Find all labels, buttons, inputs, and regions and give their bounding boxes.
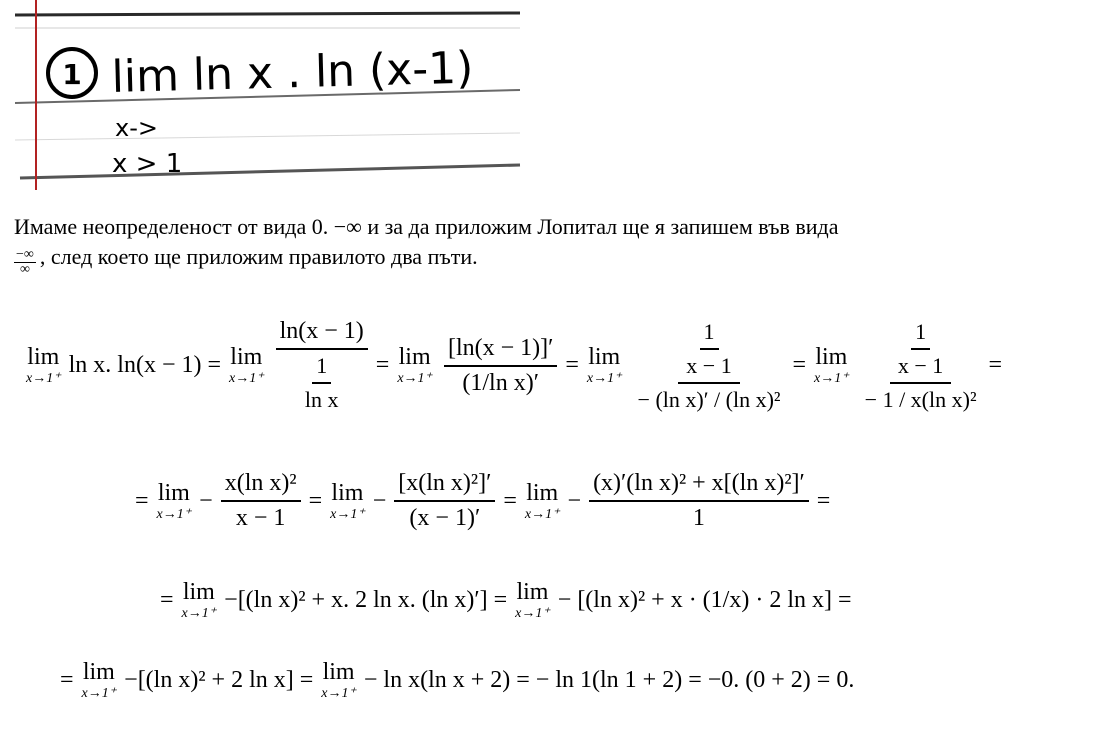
limit-operator: lim x→1⁺ <box>229 344 264 386</box>
intro-paragraph <box>14 212 1114 278</box>
limit-operator: lim x→1⁺ <box>397 344 432 386</box>
limit-operator: lim x→1⁺ <box>321 659 356 701</box>
limit-operator: lim x→1⁺ <box>814 344 849 386</box>
l3-term-1: −[(ln x)² + x. 2 ln x. (ln x)′] = <box>224 587 508 613</box>
handwritten-sub-1: x-> <box>115 114 158 142</box>
limit-operator: lim x→1⁺ <box>181 579 217 621</box>
equation-line-2: = lim x→1⁺ − $\frac{\text{x(ln x)²}}{x - 1}$ = lim x→1⁺ − $\frac{\text{[x(ln x)²]′}}{(x - 1)'}$ = lim x→1⁺ − $\frac{\text{(x)′(ln x)² + x[(ln x)²]′}}{1}$ = <box>135 470 831 531</box>
l2-fraction-3: $\frac{\text{(x)′(ln x)² + x[(ln x)²]′}}{1}$ <box>589 470 809 532</box>
l2-fraction-2: $\frac{\text{[x(ln x)²]′}}{(x - 1)'}$ <box>394 470 495 532</box>
handwritten-expression: lim ln x . ln (x-1) <box>110 42 474 103</box>
l1-fraction-1: $\frac{\ln(x - 1)}{\frac{1}{\text{ln x}}}$ <box>276 318 368 413</box>
limit-operator: lim x→1⁺ <box>156 479 192 522</box>
equation-line-1: lim x→1⁺ ln x. ln(x − 1) = lim x→1⁺ $\frac{\ln(x - 1)}{\frac{1}{\text{ln x}}}$ = lim x→1⁺ $\frac{[\ln(x - 1)]'}{\text{(1/ln x)′}}$ = lim x→1⁺ $\frac{\frac{1}{x - 1}}{\text{− (ln x)′ / (ln x)²}}$ = lim x→1⁺ $\frac{\frac{1}{x - 1}}{\text{− 1 / x(ln x)²}}$ = <box>26 318 1003 412</box>
limit-operator: lim x→1⁺ <box>81 659 117 701</box>
l2-fraction-1: $\frac{\text{x(ln x)²}}{x - 1}$ <box>221 470 301 532</box>
limit-operator: lim x→1⁺ <box>26 344 61 386</box>
handwritten-note <box>0 0 530 190</box>
l3-term-2: − [(ln x)² + x · (1/x) · 2 ln x] = <box>557 587 852 613</box>
l4-term-1: −[(ln x)² + 2 ln x] = <box>124 667 314 693</box>
limit-operator: lim x→1⁺ <box>330 479 365 522</box>
equation-line-4: = lim x→1⁺ −[(ln x)² + 2 ln x] = lim x→1⁺ − ln x(ln x + 2) = − ln 1(ln 1 + 2) = −0. (0 + 2) = 0. <box>60 659 855 701</box>
limit-operator: lim x→1⁺ <box>515 579 550 621</box>
l4-term-2: − ln x(ln x + 2) = − ln 1(ln 1 + 2) = −0. (0 + 2) = 0. <box>363 667 855 693</box>
intro-fraction: $\frac{-\infty}{\infty}$ <box>16 247 34 278</box>
circled-number: 1 <box>62 58 82 91</box>
l1-term: ln x. ln(x − 1) = <box>68 352 221 378</box>
intro-text-1: Имаме неопределеност от вида 0. −∞ и за да приложим Лопитал ще я запишем във вида <box>14 214 839 239</box>
handwritten-sub-2: x > 1 <box>112 149 183 179</box>
l1-fraction-2: $\frac{[\ln(x - 1)]'}{\text{(1/ln x)′}}$ <box>444 335 557 397</box>
limit-operator: lim x→1⁺ <box>586 344 622 386</box>
limit-operator: lim x→1⁺ <box>524 479 560 522</box>
l1-fraction-3: $\frac{\frac{1}{x - 1}}{\text{− (ln x)′ / (ln x)²}}$ <box>637 318 781 412</box>
l1-fraction-4: $\frac{\frac{1}{x - 1}}{\text{− 1 / x(ln x)²}}$ <box>864 318 977 412</box>
equation-line-3: = lim x→1⁺ −[(ln x)² + x. 2 ln x. (ln x)′] = lim x→1⁺ − [(ln x)² + x · (1/x) · 2 ln x] = <box>160 579 852 621</box>
intro-text-2: , след което ще приложим правилото два пъти. <box>39 244 478 269</box>
